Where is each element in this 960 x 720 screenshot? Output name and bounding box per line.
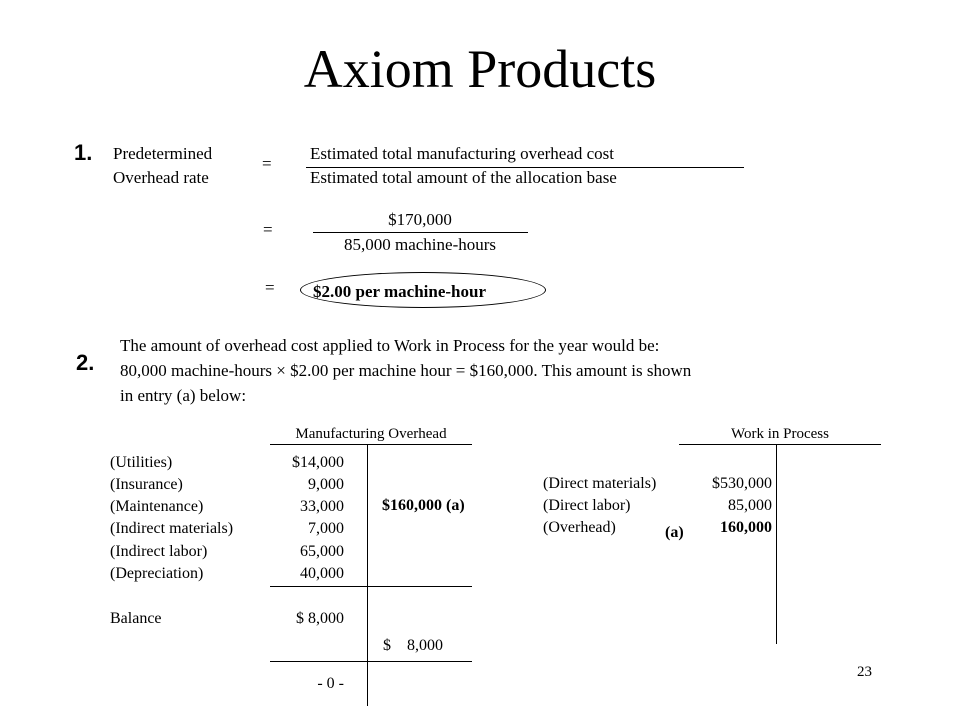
formula-numerator: Estimated total manufacturing overhead cost [310, 144, 615, 163]
mfg-overhead-divider [367, 444, 368, 706]
mfg-debit-amount: 65,000 [300, 543, 344, 560]
mfg-debit-amount: 9,000 [308, 476, 344, 493]
wip-top-rule [679, 444, 881, 445]
mfg-debit-label: (Indirect materials) [110, 520, 234, 537]
mfg-debit-label: (Insurance) [110, 476, 183, 493]
mfg-debit-label: (Depreciation) [110, 565, 204, 582]
closing-credit: $ 8,000 [383, 637, 443, 654]
section-2-number: 2. [76, 350, 95, 375]
mfg-overhead-bottom-rule [270, 661, 472, 662]
mfg-overhead-top-rule [270, 444, 472, 445]
wip-divider [776, 444, 777, 644]
wip-title: Work in Process [731, 426, 829, 442]
formula-denominator: Estimated total amount of the allocation base [310, 168, 617, 187]
wip-entry-label: (Direct materials) [543, 475, 657, 492]
mfg-debit-label: (Indirect labor) [110, 543, 208, 560]
rate-result: $2.00 per machine-hour [313, 282, 486, 301]
wip-entry-amount: $530,000 [712, 475, 772, 492]
equals-sign-3: = [265, 278, 275, 297]
balance-label: Balance [110, 610, 162, 627]
section-2-text-line1: The amount of overhead cost applied to Work in Process for the year would be: [120, 336, 660, 355]
mfg-credit-applied: $160,000 (a) [382, 497, 465, 514]
slide-title: Axiom Products [303, 39, 657, 99]
mfg-debit-label: (Utilities) [110, 454, 173, 471]
wip-entry-label: (Overhead) [543, 519, 616, 536]
wip-entry-amount: 160,000 [720, 519, 772, 536]
rate-label-line1: Predetermined [113, 144, 213, 163]
mfg-overhead-title: Manufacturing Overhead [295, 426, 447, 442]
equals-sign-1: = [262, 154, 272, 173]
balance-amount: $ 8,000 [296, 610, 344, 627]
mfg-debit-amount: 33,000 [300, 498, 344, 515]
wip-overhead-tag: (a) [665, 524, 684, 541]
section-1-number: 1. [74, 140, 93, 165]
rate-label-line2: Overhead rate [113, 168, 209, 187]
mfg-debit-amount: 40,000 [300, 565, 344, 582]
wip-entry-amount: 85,000 [728, 497, 772, 514]
mfg-debit-amount: 7,000 [308, 520, 344, 537]
page-number: 23 [857, 664, 872, 680]
section-2-text-line3: in entry (a) below: [120, 386, 247, 405]
mfg-overhead-mid-rule [270, 586, 472, 587]
mfg-debit-label: (Maintenance) [110, 498, 204, 515]
final-balance: - 0 - [317, 675, 344, 692]
fraction-bar-2 [313, 232, 528, 233]
section-2-text-line2: 80,000 machine-hours × $2.00 per machine hour = $160,000. This amount is shown [120, 361, 692, 380]
equals-sign-2: = [263, 220, 273, 239]
denominator-value: 85,000 machine-hours [343, 235, 497, 254]
wip-entry-label: (Direct labor) [543, 497, 631, 514]
mfg-debit-amount: $14,000 [292, 454, 344, 471]
numerator-value: $170,000 [388, 210, 452, 229]
